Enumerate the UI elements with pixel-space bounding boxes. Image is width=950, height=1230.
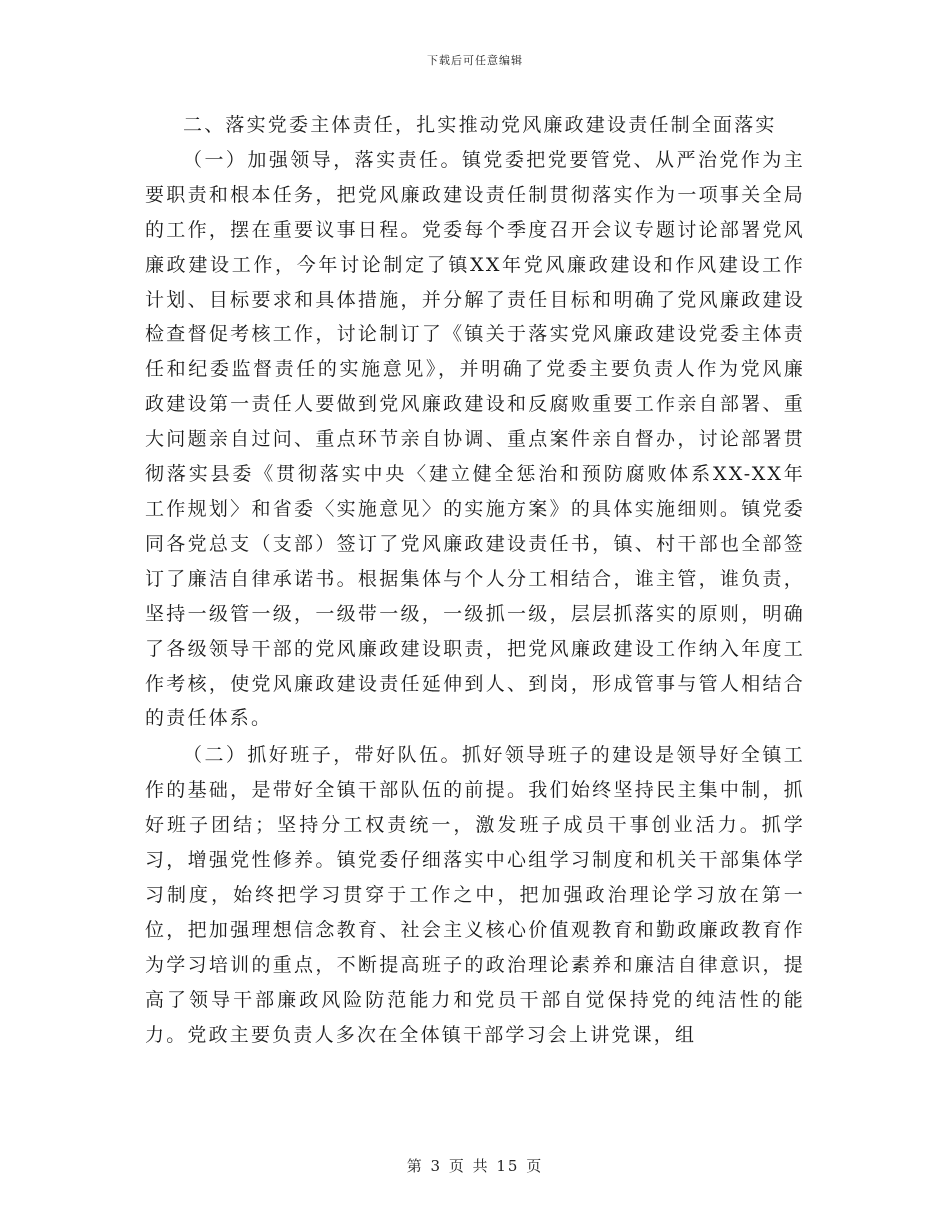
page-number: 第 3 页 共 15 页: [406, 1157, 544, 1175]
document-body: [145, 108, 805, 1052]
paragraph-strengthen-leadership: （一）加强领导，落实责任。镇党委把党要管党、从严治党作为主要职责和根本任务，把党风廉政建设责任制贯彻落实作为一项事关全局的工作，摆在重要议事日程。党委每个季度召开会议专题讨论部署党风廉政建设工作，今年讨论制定了镇XX年党风廉政建设和作风建设工作计划、目标要求和具体措施，并分解了责任目标和明确了党风廉政建设检查督促考核工作，讨论制订了《镇关于落实党风廉政建设党委主体责任和纪委监督责任的实施意见》，并明确了党委主要负责人作为党风廉政建设第一责任人要做到党风廉政建设和反腐败重要工作亲自部署、重大问题亲自过问、重点环节亲自协调、重点案件亲自督办，讨论部署贯彻落实县委《贯彻落实中央〈建立健全惩治和预防腐败体系XX-XX年工作规划〉和省委〈实施意见〉的实施方案》的具体实施细则。镇党委同各党总支（支部）签订了党风廉政建设责任书，镇、村干部也全部签订了廉洁自律承诺书。根据集体与个人分工相结合，谁主管，谁负责，坚持一级管一级，一级带一级，一级抓一级，层层抓落实的原则，明确了各级领导干部的党风廉政建设职责，把党风廉政建设工作纳入年度工作考核，使党风廉政建设责任延伸到人、到岗，形成管事与管人相结合的责任体系。: [145, 148, 805, 730]
section-heading: 二、落实党委主体责任，扎实推动党风廉政建设责任制全面落实: [183, 114, 777, 136]
page-header-note: 下载后可任意编辑: [427, 54, 523, 67]
paragraph-team-building: （二）抓好班子，带好队伍。抓好领导班子的建设是领导好全镇工作的基础，是带好全镇干部队伍的前提。我们始终坚持民主集中制，抓好班子团结；坚持分工权责统一，激发班子成员干事创业活力。抓学习，增强党性修养。镇党委仔细落实中心组学习制度和机关干部集体学习制度，始终把学习贯穿于工作之中，把加强政治理论学习放在第一位，把加强理想信念教育、社会主义核心价值观教育和勤政廉政教育作为学习培训的重点，不断提高班子的政治理论素养和廉洁自律意识，提高了领导干部廉政风险防范能力和党员干部自觉保持党的纯洁性的能力。党政主要负责人多次在全体镇干部学习会上讲党课，组: [145, 744, 805, 1046]
